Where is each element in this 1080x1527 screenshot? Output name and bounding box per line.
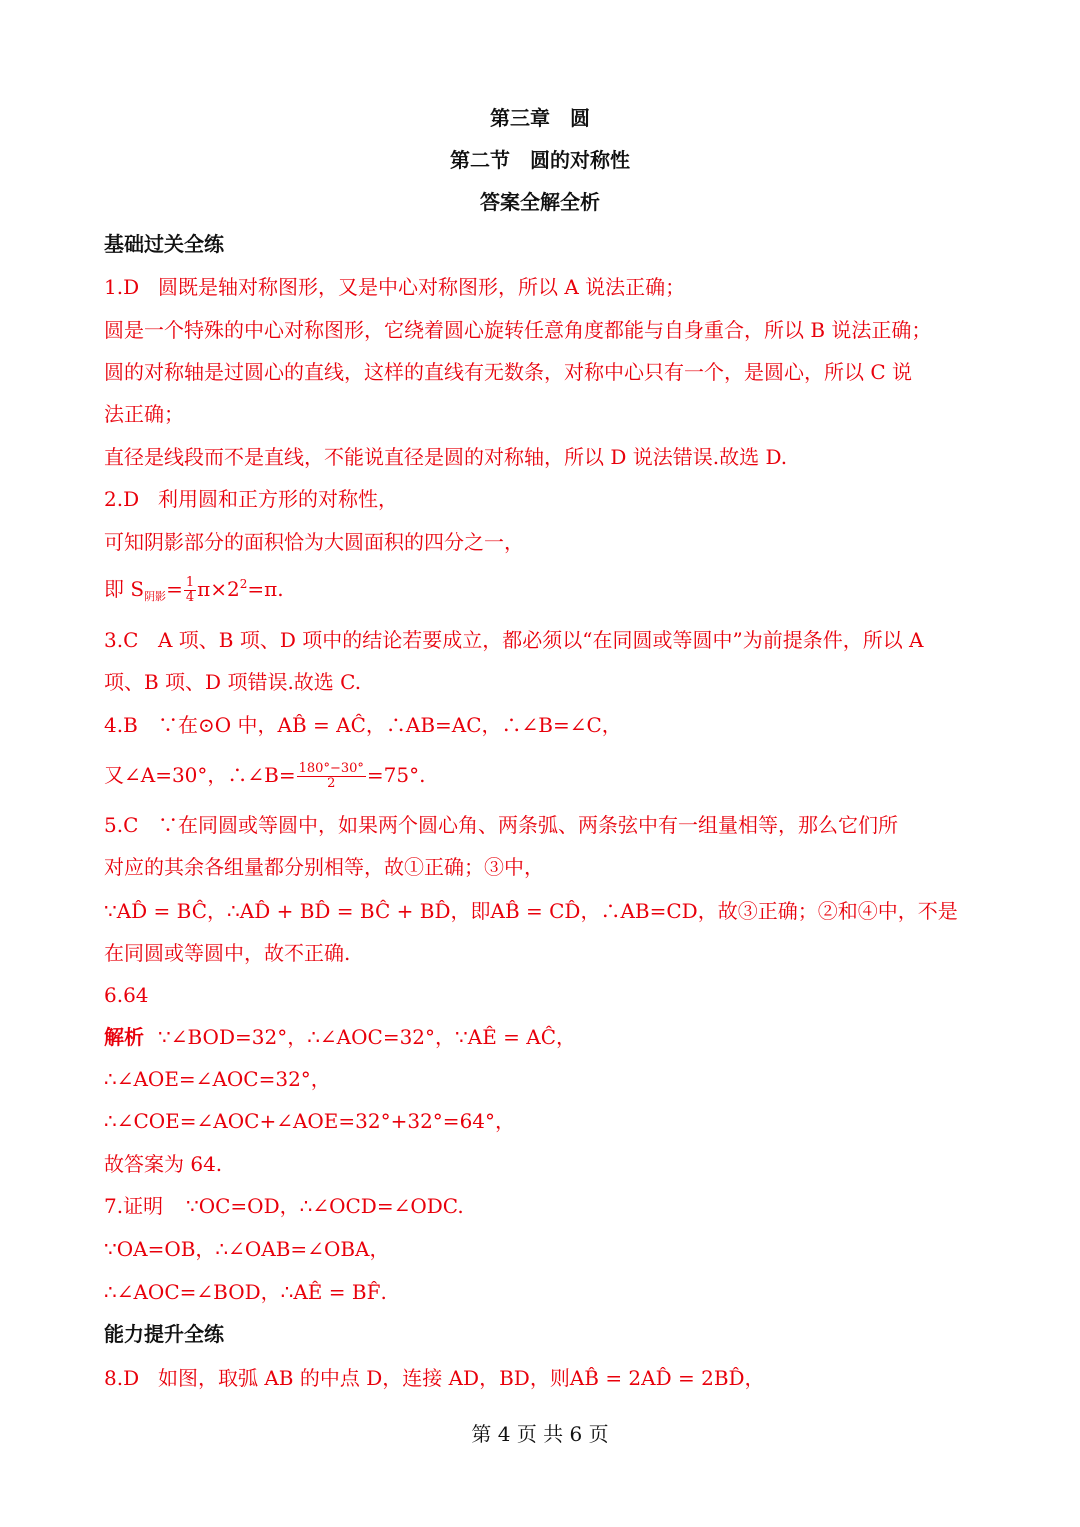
q6-line-4: 故答案为 64. (104, 1152, 223, 1176)
q1-line-2: 圆是一个特殊的中心对称图形，它绕着圆心旋转任意角度都能与自身重合，所以 B 说法正确； (104, 318, 932, 342)
q7-line-1 (104, 1194, 464, 1218)
q2-frac-numerator: 1 (185, 575, 195, 590)
q3-number: 3.C (104, 628, 139, 652)
q3-text-1: A 项、B 项、D 项中的结论若要成立，都必须以“在同圆或等圆中”为前提条件，所以 A (158, 628, 924, 652)
q6-line-2: ∴∠AOE=∠AOC=32°， (104, 1067, 331, 1091)
q2-equals: = (166, 577, 183, 601)
q2-frac-denominator: 4 (185, 590, 195, 605)
answer-subtitle: 答案全解全析 (480, 190, 600, 214)
section-basic: 基础过关全练 (104, 232, 224, 256)
q2-number: 2.D (104, 487, 140, 511)
chapter-title: 第三章 圆 (490, 106, 590, 130)
q4-fraction (297, 762, 366, 791)
section-advanced: 能力提升全练 (104, 1322, 224, 1346)
q2-line-3 (104, 572, 284, 609)
q4-text-1: ∵在⊙O 中，AB̂ = AĈ，∴AB=AC，∴∠B=∠C， (158, 713, 622, 737)
q5-text-1: ∵在同圆或等圆中，如果两个圆心角、两条弧、两条弦中有一组量相等，那么它们所 (158, 813, 898, 837)
q3-line-2: 项、B 项、D 项错误.故选 C. (104, 670, 362, 694)
q4-text-2: 又∠A=30°，∴∠B= (104, 763, 296, 787)
q7-text-1: ∵OC=OD，∴∠OCD=∠ODC. (186, 1194, 464, 1218)
q5-line-4: 在同圆或等圆中，故不正确. (104, 941, 351, 965)
q1-line-5: 直径是线段而不是直线，不能说直径是圆的对称轴，所以 D 说法错误.故选 D. (104, 445, 788, 469)
q4-frac-denominator: 2 (327, 776, 336, 791)
q7-number: 7.证明 (104, 1194, 164, 1218)
q5-line-3: ∵AD̂ = BĈ，∴AD̂ + BD̂ = BĈ + BD̂，即AB̂ = CD̂，∴AB=CD，故③正确；②和④中，不是 (104, 899, 958, 923)
q2-text-1: 利用圆和正方形的对称性， (158, 487, 398, 511)
q5-number: 5.C (104, 813, 139, 837)
page-footer: 第 4 页 共 6 页 (471, 1422, 609, 1446)
q1-line-3: 圆的对称轴是过圆心的直线，这样的直线有无数条，对称中心只有一个，是圆心，所以 C 说 (104, 360, 913, 384)
q2-area-subscript: 阴影 (144, 590, 167, 603)
q2-line-1 (104, 487, 398, 511)
q7-line-3: ∴∠AOC=∠BOD，∴AÊ = BF̂. (104, 1280, 387, 1304)
q8-text-1: 如图，取弧 AB 的中点 D，连接 AD，BD，则AB̂ = 2AD̂ = 2BD̂， (158, 1366, 765, 1390)
q2-result: =π. (247, 577, 284, 601)
q4-frac-numerator: 180°−30° (298, 761, 364, 776)
q1-number: 1.D (104, 275, 140, 299)
q7-line-2: ∵OA=OB，∴∠OAB=∠OBA， (104, 1237, 390, 1261)
q4-line-1 (104, 713, 622, 737)
q1-text-1: 圆既是轴对称图形，又是中心对称图形，所以 A 说法正确； (158, 275, 686, 299)
q6-answer: 6.64 (104, 983, 149, 1007)
q2-area-symbol: 即 S (104, 577, 145, 601)
q6-text-1: ∵∠BOD=32°，∴∠AOC=32°，∵AÊ = AĈ， (158, 1025, 577, 1049)
q4-number: 4.B (104, 713, 138, 737)
q4-result: =75°. (366, 763, 426, 787)
q5-line-2: 对应的其余各组量都分别相等，故①正确；③中， (104, 855, 544, 879)
q2-pi-term: π×2 (197, 577, 240, 601)
q1-line-1 (104, 275, 685, 299)
q2-exponent: 2 (239, 577, 248, 591)
q6-label: 解析 (104, 1025, 144, 1049)
q2-line-2: 可知阴影部分的面积恰为大圆面积的四分之一， (104, 530, 524, 554)
q5-line-1 (104, 813, 898, 837)
q8-line-1 (104, 1366, 765, 1390)
q4-line-2 (104, 762, 425, 791)
q3-line-1 (104, 628, 924, 652)
q2-fraction (184, 576, 196, 605)
q6-line-1 (104, 1025, 576, 1049)
q6-line-3: ∴∠COE=∠AOC+∠AOE=32°+32°=64°， (104, 1109, 516, 1133)
section-title: 第二节 圆的对称性 (450, 148, 630, 172)
q1-line-4: 法正确； (104, 402, 184, 426)
q8-number: 8.D (104, 1366, 140, 1390)
